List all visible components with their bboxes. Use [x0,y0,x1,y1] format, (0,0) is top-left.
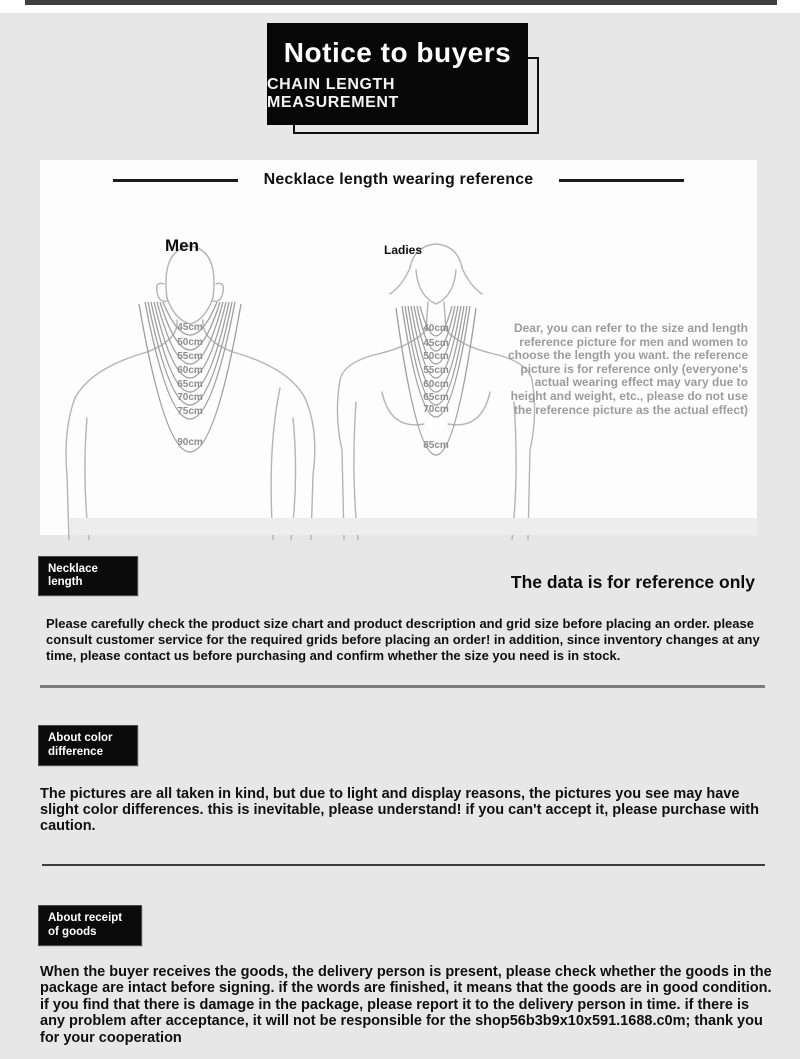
chain-length-label: 45cm [423,338,449,349]
chain-length-label: 50cm [423,351,449,362]
chain-length-label: 40cm [423,323,449,334]
chain-length-label: 70cm [423,404,449,415]
badge-necklace-length: Necklace length [38,556,138,596]
chain-length-label: 70cm [177,392,203,403]
data-reference-heading: The data is for reference only [510,572,755,592]
section-divider [42,864,765,866]
receipt-of-goods-paragraph: When the buyer receives the goods, the delivery person is present, please check whether the goods in the package are intact before signing. if the words are finished, it means that the goods are in good condition. if you find that there is damage in the package, please report it to the delivery person in time. if there is any problem after acceptance, it will not be responsible for the shop56b3b9x10x591.1688.c0m; thank you for your cooperation [40,964,772,1046]
chain-length-label: 85cm [423,440,449,451]
chain-length-label: 65cm [423,392,449,403]
top-strip [0,0,800,13]
banner [267,23,528,125]
top-divider-bar [25,0,777,5]
banner-subtitle: CHAIN LENGTH MEASUREMENT [267,75,399,111]
color-difference-paragraph: The pictures are all taken in kind, but due to light and display reasons, the pictures you see may have slight color differences. this is inevitable, please understand! if you can't accept it, please purchase with caution. [40,786,759,834]
chain-length-label: 45cm [177,322,203,333]
chain-length-label: 90cm [177,437,203,448]
reference-card-header [40,171,757,189]
reference-note: Dear, you can refer to the size and length reference picture for men and women to choose the length you want. the reference picture is for reference only (everyone's actual wearing effect may vary due to height and weight, etc., please do not use the reference picture as the actual effect) [507,321,748,417]
badge-color-difference: About color difference [38,725,138,766]
necklace-length-paragraph: Please carefully check the product size chart and product description and grid size before placing an order. please consult customer service for the required grids before placing an order! in addition, since inventory changes at any time, please contact us before purchasing and confirm whether the size you need is in stock. [46,616,760,663]
men-silhouette-illustration [55,240,335,540]
chain-length-label: 50cm [177,337,203,348]
badge-receipt-of-goods: About receipt of goods [38,905,142,946]
reference-card [40,160,757,535]
chain-length-label: 55cm [177,351,203,362]
chain-length-label: 60cm [177,365,203,376]
chain-length-label: 55cm [423,365,449,376]
banner-title: Notice to buyers [283,36,512,68]
chain-length-label: 75cm [177,406,203,417]
card-bottom-strip [70,518,757,535]
section-divider [40,685,765,688]
header-line-left [113,179,238,182]
chain-length-label: 65cm [177,379,203,390]
reference-card-heading: Necklace length wearing reference [263,171,534,188]
chain-length-label: 60cm [423,379,449,390]
men-label: Men [165,236,199,255]
men-figure [55,236,335,540]
header-line-right [559,179,684,182]
ladies-label: Ladies [383,243,423,257]
